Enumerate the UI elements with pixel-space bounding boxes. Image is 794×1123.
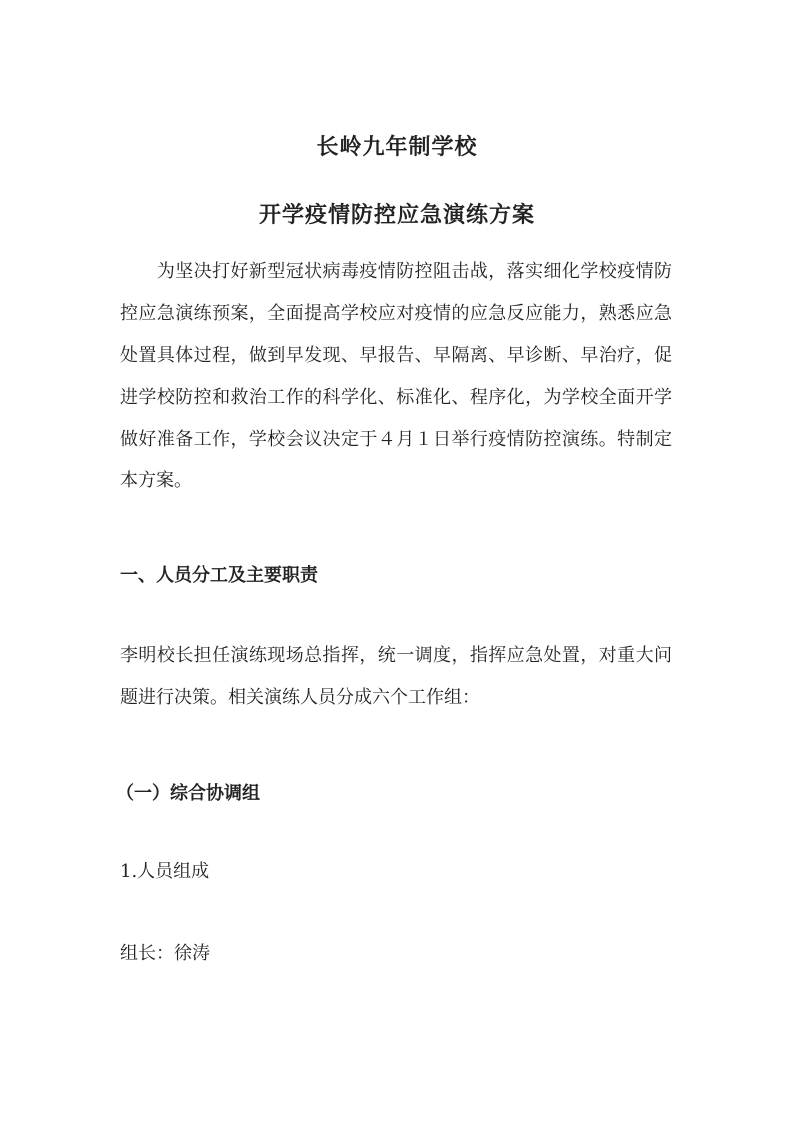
paragraph-line: 进学校防控和救治工作的科学化、标准化、程序化，为学校全面开学 xyxy=(120,387,672,408)
paragraph-line: 本方案。 xyxy=(120,470,192,491)
paragraph-line: 控应急演练预案，全面提高学校应对疫情的应急反应能力，熟悉应急 xyxy=(120,303,672,324)
paragraph-line: 李明校长担任演练现场总指挥，统一调度，指挥应急处置，对重大问 xyxy=(120,645,672,666)
list-item: 组长：徐涛 xyxy=(120,943,210,964)
subsection-heading: （一）综合协调组 xyxy=(116,783,260,804)
section-heading: 一、人员分工及主要职责 xyxy=(120,565,318,586)
document-subtitle: 开学疫情防控应急演练方案 xyxy=(258,202,535,228)
paragraph-line: 处置具体过程，做到早发现、早报告、早隔离、早诊断、早治疗，促 xyxy=(120,345,672,366)
list-item: 1.人员组成 xyxy=(120,861,210,882)
paragraph-line: 题进行决策。相关演练人员分成六个工作组： xyxy=(120,687,480,708)
paragraph-line: 为坚决打好新型冠状病毒疫情防控阻击战，落实细化学校疫情防 xyxy=(120,261,672,282)
paragraph-line: 做好准备工作，学校会议决定于４月１日举行疫情防控演练。特制定 xyxy=(120,429,672,450)
document-title: 长岭九年制学校 xyxy=(316,134,478,160)
